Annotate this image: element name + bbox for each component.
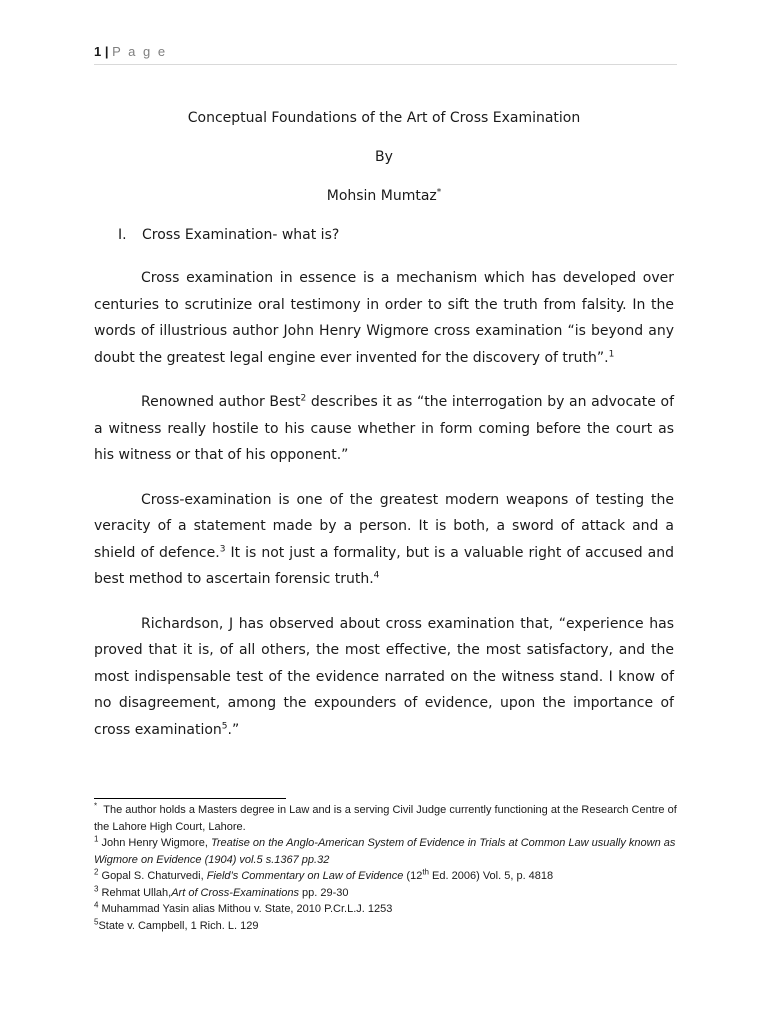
footnote-2-text-b: (12 [403, 870, 423, 882]
footnote-star [94, 802, 684, 835]
footnote-ref-4[interactable]: 4 [373, 570, 380, 581]
footnote-3 [94, 885, 684, 902]
footnote-1-marker: 1 [94, 834, 99, 844]
paragraph-1 [94, 265, 674, 371]
footnote-ref-1[interactable]: 1 [608, 348, 615, 359]
paragraph-3 [94, 487, 674, 593]
page-header [94, 44, 167, 59]
section-title: Cross Examination- what is? [142, 227, 340, 243]
paragraph-1-text: Cross examination in essence is a mechanism which has developed over centuries to scrutinize oral testimony in order to sift the truth from falsity. In the words of illustrious author John Henry Wigmore cross examination “is beyond any doubt the greatest legal engine ever invented for the discovery of truth”. [94, 270, 674, 366]
footnote-2 [94, 868, 684, 885]
paragraph-4 [94, 611, 674, 744]
footnote-3-title: Art of Cross-Examinations [171, 886, 299, 899]
paragraph-4-text-a: Richardson, J has observed about cross examination that, “experience has proved that it is, of all others, the most effective, the most satisfactory, and the most indispensable test of the evidence narrated on the witness stand. I know of no disagreement, among the expounders of evidence, upon the importance of cross examination [94, 615, 674, 738]
footnote-star-text: The author holds a Masters degree in Law and is a serving Civil Judge currently functioning at the Research Centre of the Lahore High Court, Lahore. [94, 804, 677, 833]
footnote-2-text-c: Ed. 2006) Vol. 5, p. 4818 [429, 870, 554, 882]
footnote-1-title: Treatise on the Anglo-American System of Evidence in Trials at Common Law usually known as Wigmore on Evidence (1904) vol.5 s.1367 pp.32 [94, 837, 676, 866]
footnote-5 [94, 918, 684, 935]
by-line: By [375, 149, 393, 165]
footnote-4-marker: 4 [94, 900, 99, 910]
header-rule [94, 64, 677, 65]
document-body [94, 108, 674, 761]
footnote-3-text-a: Rehmat Ullah, [98, 886, 172, 899]
page-label: P a g e [112, 44, 168, 59]
footnote-3-text-b: pp. 29-30 [298, 886, 349, 899]
footnote-4 [94, 901, 684, 918]
author-line [94, 186, 674, 206]
footnote-2-ordinal: th [422, 867, 429, 877]
paragraph-2 [94, 389, 674, 469]
section-number: I. [118, 227, 127, 243]
paragraph-3-text-b: It is not just a formality, but is a valuable right of accused and best method to ascertain forensic truth. [94, 544, 674, 587]
footnote-star-marker: * [94, 801, 98, 811]
footnotes [94, 802, 684, 934]
section-heading [118, 225, 674, 245]
footnote-5-marker: 5 [94, 916, 99, 926]
footnote-3-marker: 3 [94, 883, 99, 893]
paragraph-2-text-b: describes it as “the interrogation by an advocate of a witness really hostile to his cause whether in form coming before the court as his witness or that of his opponent.” [94, 394, 674, 463]
header-separator: | [104, 44, 109, 59]
footnote-2-title: Field’s Commentary on Law of Evidence [206, 870, 404, 882]
footnote-1 [94, 835, 684, 868]
paragraph-3-text-a: Cross-examination is one of the greatest modern weapons of testing the veracity of a statement made by a person. It is both, a sword of attack and a shield of defence. [94, 491, 674, 561]
footnote-4-text: Muhammad Yasin alias Mithou v. State, 2010 P.Cr.L.J. 1253 [98, 903, 393, 915]
footnote-ref-3[interactable]: 3 [219, 543, 226, 554]
document-title: Conceptual Foundations of the Art of Cross Examination [187, 110, 581, 126]
author-footnote-marker[interactable]: * [436, 187, 442, 198]
footnote-2-text-a: Gopal S. Chaturvedi, [98, 870, 207, 882]
page-number: 1 [94, 44, 102, 59]
footnote-ref-2[interactable]: 2 [300, 393, 307, 404]
paragraph-2-text-a: Renowned author Best [141, 394, 301, 410]
footnote-ref-5[interactable]: 5 [221, 720, 228, 731]
author-name: Mohsin Mumtaz [326, 188, 437, 204]
footnote-2-marker: 2 [94, 867, 99, 877]
footnote-1-text: John Henry Wigmore, [98, 837, 211, 849]
footnote-5-text: State v. Campbell, 1 Rich. L. 129 [98, 919, 259, 932]
paragraph-4-text-b: .” [227, 721, 240, 738]
footnote-separator [94, 798, 286, 799]
